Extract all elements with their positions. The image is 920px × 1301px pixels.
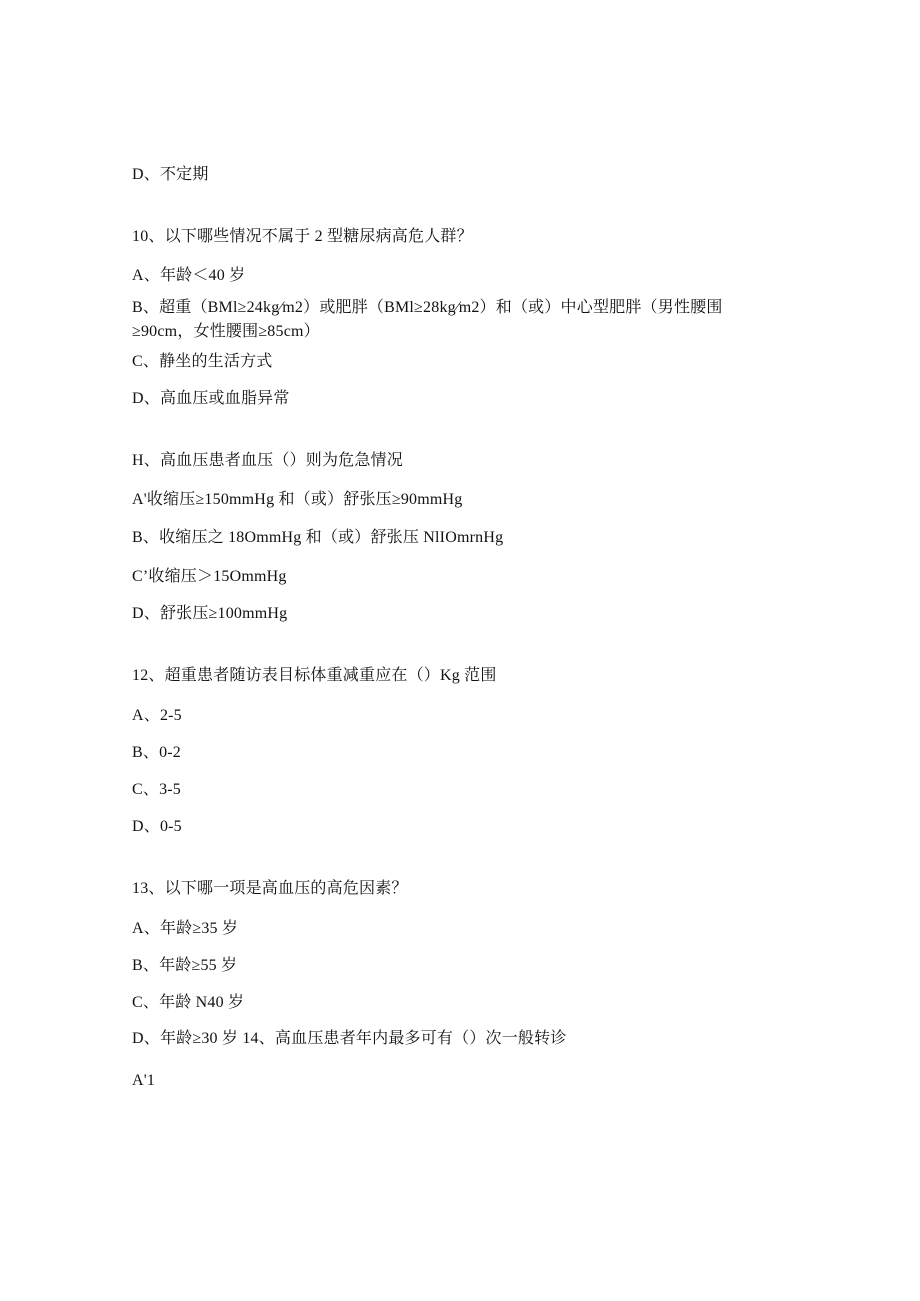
question-12-option-a: A、2-5 xyxy=(132,707,182,724)
question-10-option-d: D、高血压或血脂异常 xyxy=(132,390,290,407)
question-14-option-a: A'1 xyxy=(132,1072,156,1089)
question-13: 13、以下哪一项是高血压的高危因素？ xyxy=(132,880,408,897)
question-11-option-d: D、舒张压≥100mmHg xyxy=(132,605,288,622)
question-12-option-c: C、3-5 xyxy=(132,781,182,798)
question-13-option-d-and-question-14: D、年龄≥30 岁 14、高血压患者年内最多可有（）次一般转诊 xyxy=(132,1030,567,1047)
question-11-option-a: A'收缩压≥150mmHg 和（或）舒张压≥90mmHg xyxy=(132,491,463,508)
question-12: 12、超重患者随访表目标体重减重应在（）Kg 范围 xyxy=(132,667,497,684)
question-13-option-c: C、年龄 N40 岁 xyxy=(132,994,245,1011)
question-10-option-c: C、静坐的生活方式 xyxy=(132,353,273,370)
question-10: 10、以下哪些情况不属于 2 型糖尿病高危人群？ xyxy=(132,228,473,245)
question-13-option-a: A、年龄≥35 岁 xyxy=(132,920,239,937)
question-11-option-b: B、收缩压之 18OmmHg 和（或）舒张压 NlIOmrnHg xyxy=(132,529,504,546)
question-10-option-a: A、年龄＜40 岁 xyxy=(132,267,246,284)
question-12-option-b: B、0-2 xyxy=(132,744,182,761)
question-12-option-d: D、0-5 xyxy=(132,818,182,835)
question-13-option-b: B、年龄≥55 岁 xyxy=(132,957,238,974)
question-11-option-c: C’收缩压＞15OmmHg xyxy=(132,568,287,585)
option-d-line: D、不定期 xyxy=(132,166,209,183)
question-11: H、高血压患者血压（）则为危急情况 xyxy=(132,452,403,469)
question-10-option-b: B、超重（BMl≥24kg∕m2）或肥胖（BMl≥28kg∕m2）和（或）中心型肥胖（男性腰围≥90cm，女性腰围≥85cm） xyxy=(132,299,723,340)
